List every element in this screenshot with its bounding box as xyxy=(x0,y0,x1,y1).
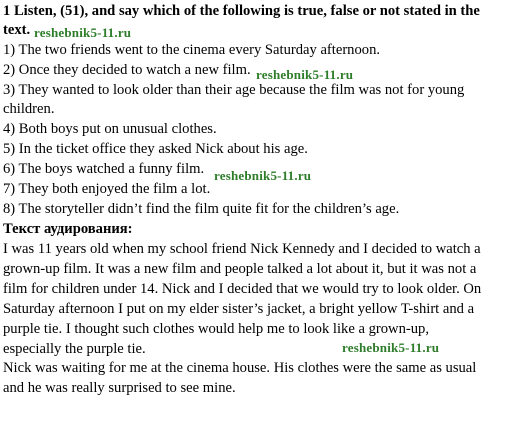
transcript-line-3: film for children under 14. Nick and I decided that we would try to look older. On xyxy=(3,281,482,297)
task-heading-line-2: text. xyxy=(3,22,31,38)
transcript-line-2: grown-up film. It was a new film and people talked a lot about it, but it was not a xyxy=(3,261,477,277)
transcript-line-5: purple tie. I thought such clothes would help me to look like a grown-up, xyxy=(3,321,429,337)
task-heading-line-1: 1 Listen, (51), and say which of the following is true, false or not stated in the xyxy=(3,3,480,19)
watermark-text-2: reshebnik5-11.ru xyxy=(256,67,354,82)
watermark-text-3: reshebnik5-11.ru xyxy=(214,168,312,183)
statement-8: 8) The storyteller didn’t find the film quite fit for the children’s age. xyxy=(3,201,400,217)
statement-5: 5) In the ticket office they asked Nick about his age. xyxy=(3,141,308,157)
statement-4: 4) Both boys put on unusual clothes. xyxy=(3,121,217,137)
transcript-line-6: especially the purple tie. xyxy=(3,341,146,357)
statement-7: 7) They both enjoyed the film a lot. xyxy=(3,181,211,197)
transcript-line-8: and he was really surprised to see mine. xyxy=(3,380,236,396)
statement-2: 2) Once they decided to watch a new film. xyxy=(3,62,251,78)
watermark-text-4: reshebnik5-11.ru xyxy=(342,340,440,355)
transcript-heading: Текст аудирования: xyxy=(3,221,133,237)
transcript-line-7: Nick was waiting for me at the cinema house. His clothes were the same as usual xyxy=(3,360,477,376)
statement-3-continued: children. xyxy=(3,101,55,117)
watermark-text-1: reshebnik5-11.ru xyxy=(34,25,132,40)
statement-3: 3) They wanted to look older than their age because the film was not for young xyxy=(3,82,465,98)
statement-6: 6) The boys watched a funny film. xyxy=(3,161,205,177)
statement-1: 1) The two friends went to the cinema every Saturday afternoon. xyxy=(3,42,381,58)
transcript-line-4: Saturday afternoon I put on my elder sister’s jacket, a bright yellow T-shirt and a xyxy=(3,301,475,317)
transcript-line-1: I was 11 years old when my school friend Nick Kennedy and I decided to watch a xyxy=(3,241,481,257)
